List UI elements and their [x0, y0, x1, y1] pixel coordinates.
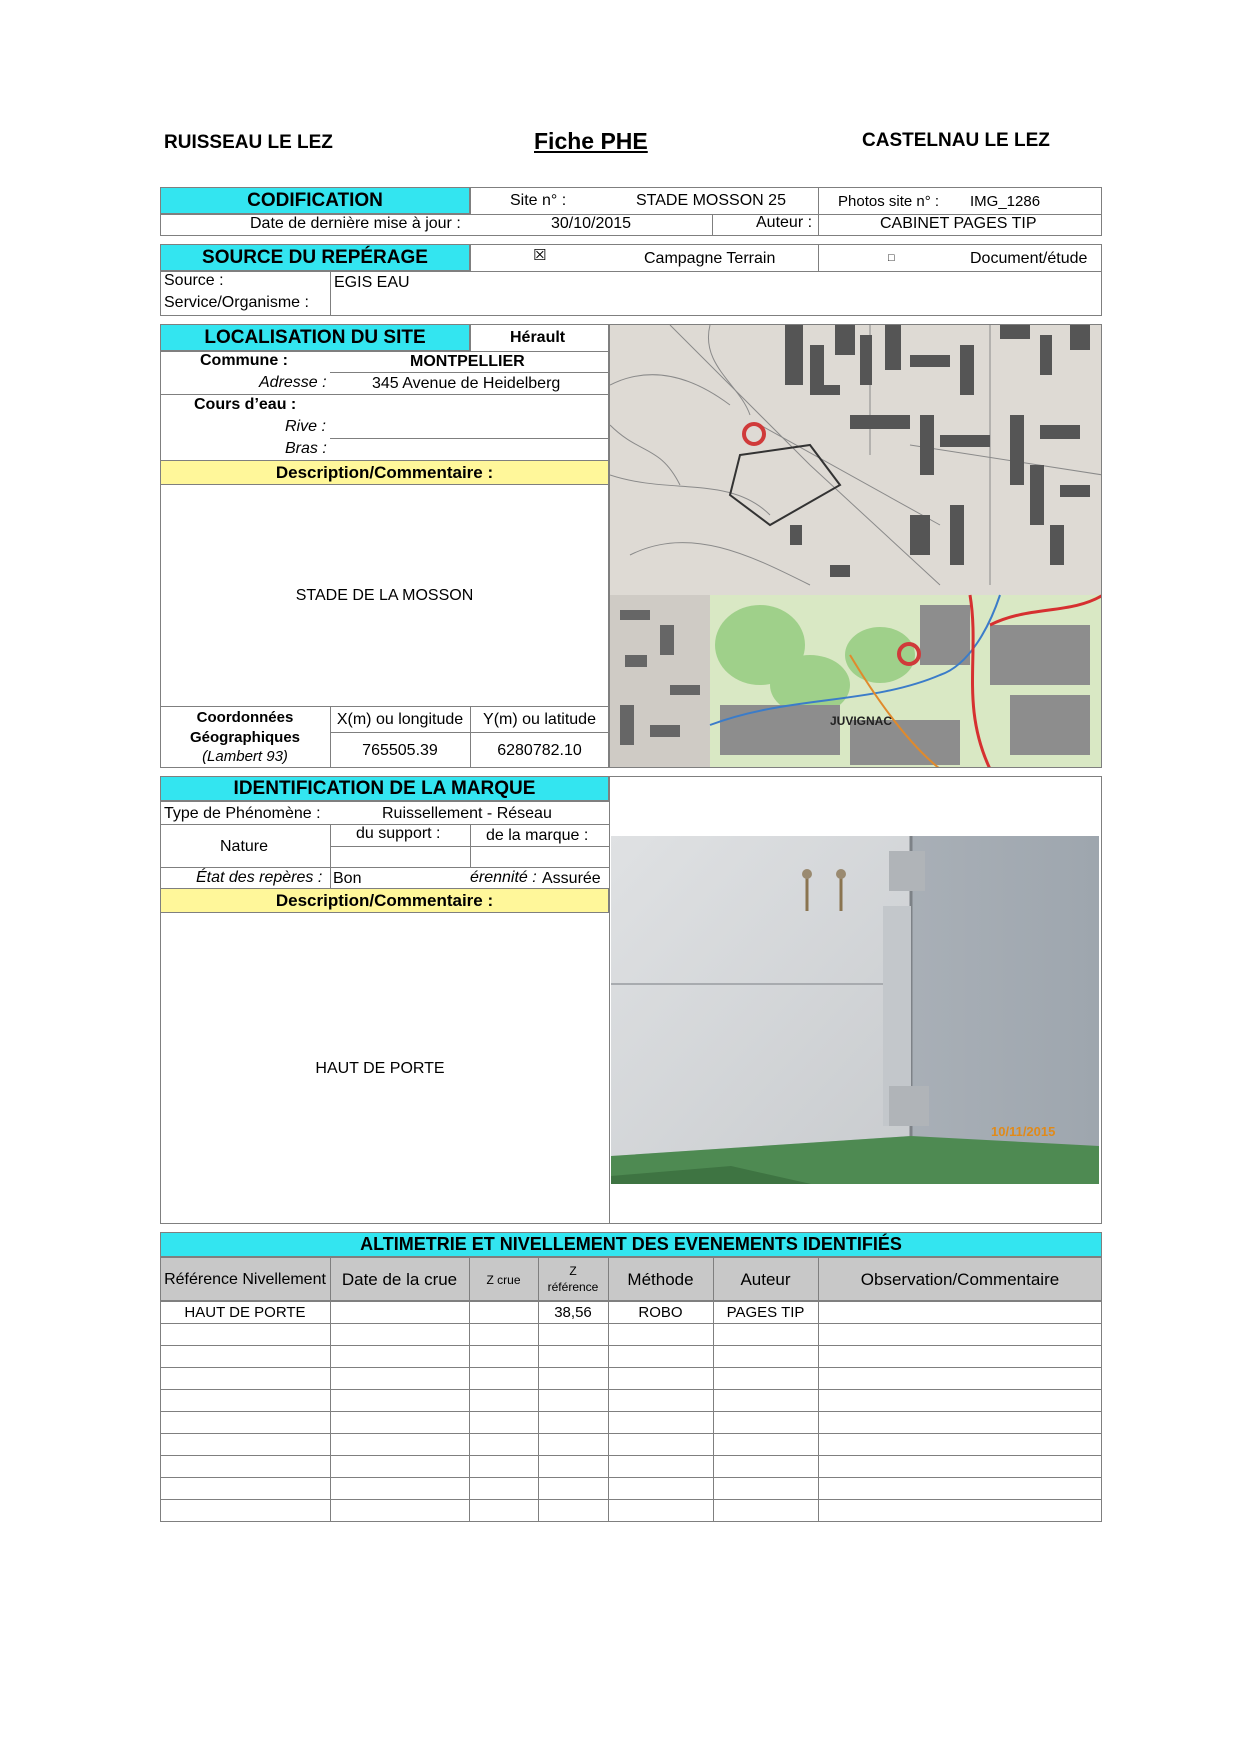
page-title: Fiche PHE — [534, 128, 648, 154]
state-label: État des repères : — [196, 869, 323, 886]
nature-label: Nature — [220, 838, 269, 855]
document-checkbox[interactable]: □ — [888, 252, 895, 264]
column-z-reference-2: référence — [547, 1280, 599, 1294]
terrain-label: Campagne Terrain — [644, 250, 776, 267]
update-date-label: Date de dernière mise à jour : — [250, 215, 461, 232]
photos-value: IMG_1286 — [970, 193, 1041, 210]
site-photo — [611, 836, 1099, 1184]
source-heading: SOURCE DU REPÉRAGE — [160, 244, 470, 271]
localisation-heading: LOCALISATION DU SITE — [160, 324, 470, 351]
phenomenon-type-label: Type de Phénomène : — [164, 805, 321, 822]
location-description-heading: Description/Commentaire : — [160, 460, 609, 485]
table-row-reference: HAUT DE PORTE — [184, 1304, 306, 1321]
document-label: Document/étude — [970, 250, 1088, 267]
photo-date: 10/11/2015 — [991, 1124, 1056, 1139]
mark-description: HAUT DE PORTE — [315, 1060, 445, 1077]
location-map — [609, 324, 1102, 768]
table-row-method: ROBO — [638, 1304, 683, 1321]
commune-name: CASTELNAU LE LEZ — [862, 130, 1050, 151]
column-z-reference: Z — [569, 1264, 577, 1278]
mark-label: de la marque : — [486, 827, 589, 844]
table-row-date — [330, 1302, 469, 1323]
perennity-label: érennité : — [470, 869, 537, 886]
address-label: Adresse : — [259, 374, 327, 391]
address-value: 345 Avenue de Heidelberg — [372, 375, 561, 392]
identification-heading: IDENTIFICATION DE LA MARQUE — [160, 776, 609, 801]
source-label: Source : — [164, 272, 224, 289]
site-value: STADE MOSSON 25 — [636, 192, 786, 209]
y-label: Y(m) ou latitude — [483, 711, 596, 728]
photos-label: Photos site n° : — [838, 193, 940, 210]
river-name: RUISSEAU LE LEZ — [164, 132, 333, 153]
y-value: 6280782.10 — [497, 742, 582, 759]
phenomenon-type-value: Ruissellement - Réseau — [382, 805, 552, 822]
coords-label: Coordonnées — [196, 709, 294, 726]
table-row-observation — [818, 1302, 1102, 1323]
site-label: Site n° : — [510, 192, 567, 209]
table-row-author: PAGES TIP — [726, 1304, 805, 1321]
column-method: Méthode — [627, 1269, 694, 1289]
update-date-value: 30/10/2015 — [551, 215, 632, 232]
column-observation: Observation/Commentaire — [860, 1269, 1060, 1289]
coords-system: (Lambert 93) — [202, 748, 288, 765]
column-author: Auteur — [740, 1269, 791, 1289]
commune-value: MONTPELLIER — [410, 353, 525, 370]
x-value: 765505.39 — [362, 742, 438, 759]
table-row-z-flood — [469, 1302, 538, 1323]
mark-description-heading: Description/Commentaire : — [160, 888, 609, 913]
source-value: EGIS EAU — [334, 274, 410, 291]
river-label: Cours d’eau : — [194, 396, 297, 413]
map-place-label: JUVIGNAC — [830, 714, 893, 728]
codification-heading: CODIFICATION — [160, 187, 470, 214]
state-value: Bon — [333, 870, 362, 887]
x-label: X(m) ou longitude — [336, 711, 464, 728]
column-flood-date: Date de la crue — [341, 1269, 458, 1289]
column-reference: Référence Nivellement — [164, 1271, 326, 1288]
terrain-checkbox[interactable]: ☒ — [533, 247, 547, 264]
commune-label: Commune : — [200, 352, 288, 369]
perennity-value: Assurée — [542, 870, 601, 887]
location-description: STADE DE LA MOSSON — [295, 587, 474, 604]
column-z-flood: Z crue — [486, 1272, 521, 1287]
bank-label: Rive : — [285, 418, 326, 435]
arm-label: Bras : — [285, 440, 327, 457]
support-label: du support : — [356, 825, 441, 842]
author-label: Auteur : — [756, 214, 813, 231]
coords-label-2: Géographiques — [189, 729, 301, 746]
service-label: Service/Organisme : — [164, 294, 309, 311]
altimetry-heading: ALTIMETRIE ET NIVELLEMENT DES EVENEMENTS IDENTIFIÉS — [160, 1232, 1102, 1257]
author-value: CABINET PAGES TIP — [880, 215, 1037, 232]
cadastral-map — [610, 325, 1102, 768]
table-row-z-reference: 38,56 — [554, 1304, 592, 1321]
department: Hérault — [510, 329, 566, 346]
